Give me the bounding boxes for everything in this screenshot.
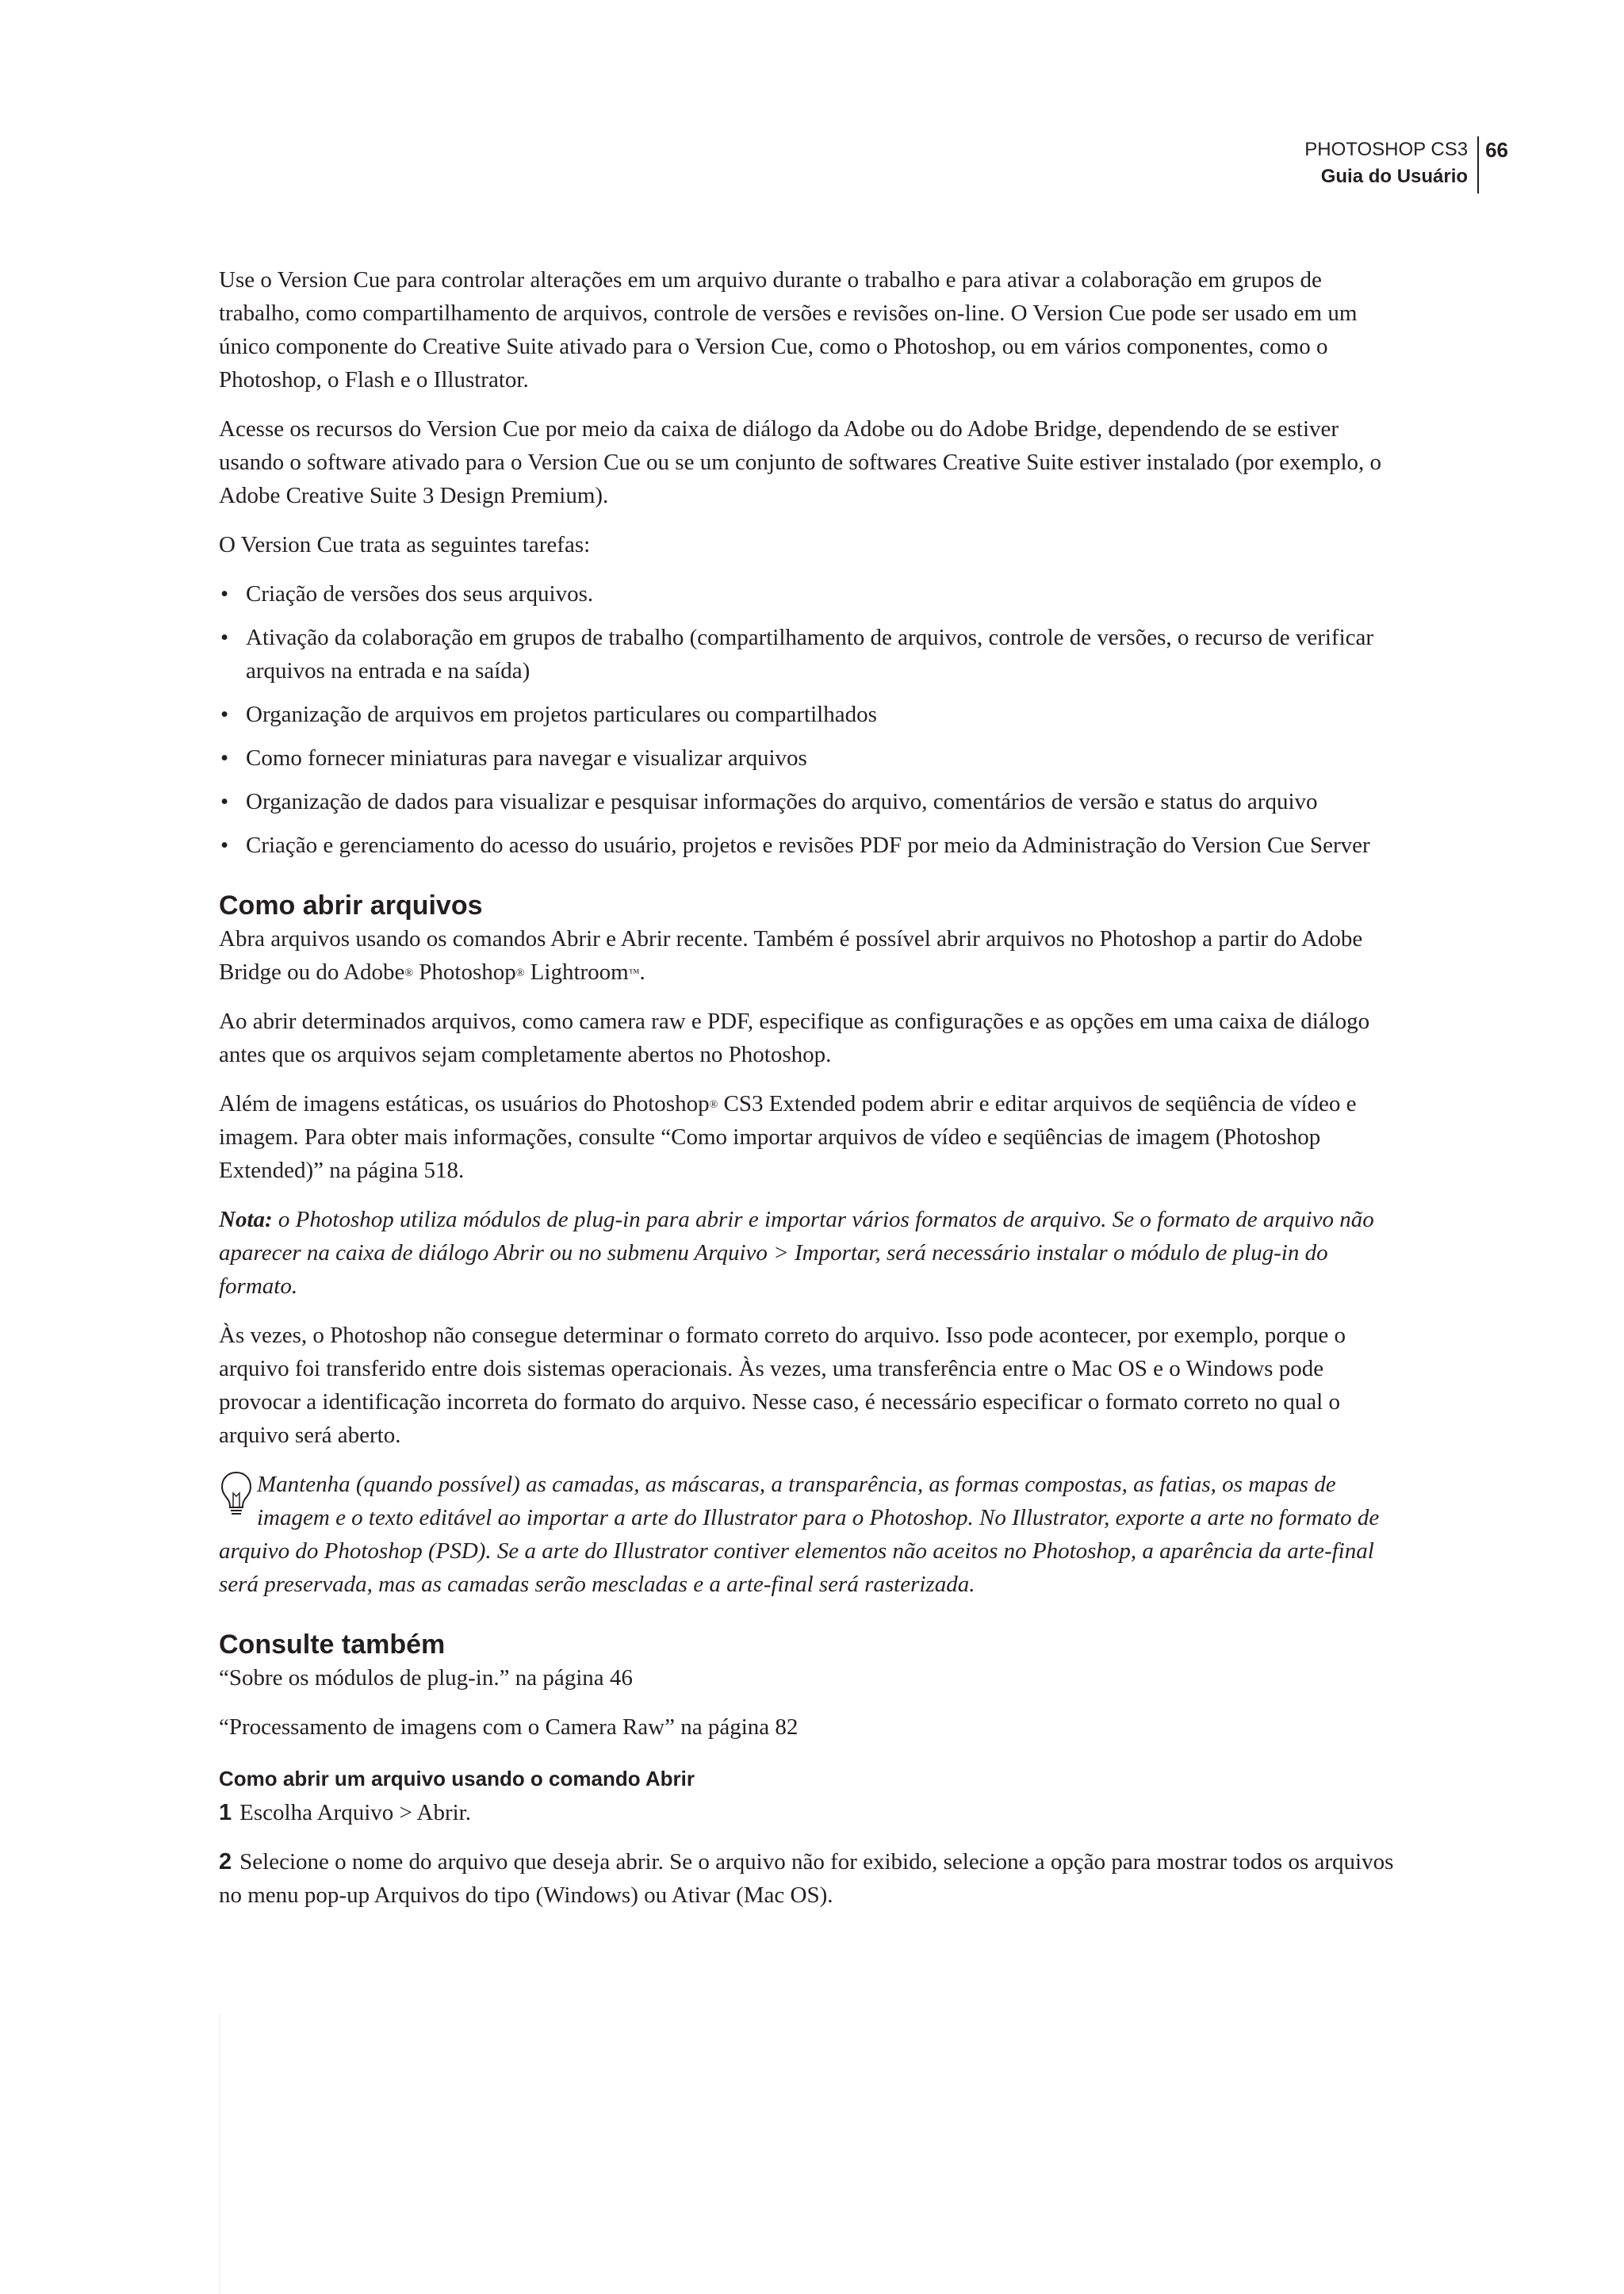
- step-text: Selecione o nome do arquivo que deseja abrir. Se o arquivo não for exibido, selecione a opção para mostrar todos os arquivos no menu pop-up Arquivos do tipo (Windows) ou Ativar (Mac OS).: [219, 1849, 1394, 1908]
- list-item: [219, 698, 1408, 731]
- intro-paragraph-1: Use o Version Cue para controlar alterações em um arquivo durante o trabalho e para ativar a colaboração em grupos de trabalho, como compartilhamento de arquivos, controle de versões e revisões on-line. O Version Cue pode ser usado em um único componente do Creative Suite ativado para o Version Cue, como o Photoshop, ou em vários componentes, como o Photoshop, o Flash e o Illustrator.: [219, 267, 1358, 393]
- bullet-icon: •: [220, 581, 229, 607]
- procedure-step: [219, 1845, 1408, 1912]
- procedure-heading: Como abrir um arquivo usando o comando Abrir: [219, 1767, 695, 1790]
- page-number: 66: [1485, 138, 1508, 162]
- tasks-list: [219, 577, 1408, 862]
- list-item: [219, 741, 1408, 775]
- open-p3-text-b: CS3 Extended podem abrir e editar arquivos de seqüência de vídeo e imagem. Para obter mais informações, consulte “Como importar arquivos de vídeo e seqüências de imagem (Photoshop Extended)” na página 518.: [219, 1091, 1357, 1183]
- bullet-icon: •: [220, 702, 229, 727]
- header-titles: [1304, 136, 1477, 190]
- list-item-text: Organização de dados para visualizar e pesquisar informações do arquivo, comentários de versão e status do arquivo: [246, 789, 1318, 814]
- section-heading-see-also: Consulte também: [219, 1630, 446, 1660]
- see-also-link-plugins[interactable]: “Sobre os módulos de plug-in.” na página 46: [219, 1665, 633, 1691]
- note-text: o Photoshop utiliza módulos de plug-in para abrir e importar vários formatos de arquivo. Se o formato de arquivo não aparecer na caixa de diálogo Abrir ou no submenu Arquivo > Importar, será necessário instalar o módulo de plug-in do formato.: [219, 1207, 1374, 1299]
- open-p1-text-c: Lightroom: [524, 959, 629, 985]
- lightbulb-icon: [219, 1469, 254, 1518]
- open-paragraph-1: [219, 922, 1408, 989]
- list-item-text: Ativação da colaboração em grupos de trabalho (compartilhamento de arquivos, controle de versões, o recurso de verificar arquivos na entrada e na saída): [246, 625, 1374, 684]
- step-number: 1: [219, 1800, 232, 1825]
- open-p1-text-a: Abra arquivos usando os comandos Abrir e Abrir recente. Também é possível abrir arquivos no Photoshop a partir do Adobe Bridge ou do Adobe: [219, 926, 1363, 985]
- bullet-icon: •: [220, 789, 229, 814]
- page-header: [1304, 136, 1508, 193]
- list-item: [219, 829, 1408, 862]
- tip-block: [219, 1468, 1408, 1601]
- registered-mark: ®: [404, 967, 414, 979]
- trademark-mark: ™: [628, 967, 640, 979]
- step-number: 2: [219, 1849, 232, 1875]
- registered-mark: ®: [709, 1099, 718, 1111]
- header-product: PHOTOSHOP CS3: [1304, 139, 1469, 160]
- list-item: [219, 785, 1408, 818]
- list-item-text: Criação de versões dos seus arquivos.: [246, 581, 594, 607]
- page-margin-shade: [219, 2014, 220, 2294]
- see-also-link-camera-raw[interactable]: “Processamento de imagens com o Camera Raw” na página 82: [219, 1714, 799, 1740]
- bullet-icon: •: [220, 833, 229, 858]
- page-content: [219, 263, 1408, 1928]
- list-item: [219, 621, 1408, 687]
- list-item-text: Como fornecer miniaturas para navegar e visualizar arquivos: [246, 745, 807, 771]
- note-paragraph: [219, 1203, 1408, 1303]
- note-label: Nota:: [219, 1207, 273, 1232]
- intro-paragraph-2: Acesse os recursos do Version Cue por meio da caixa de diálogo da Adobe ou do Adobe Bridge, dependendo de se estiver usando o software ativado para o Version Cue ou se um conjunto de softwares Creative Suite estiver instalado (por exemplo, o Adobe Creative Suite 3 Design Premium).: [219, 416, 1382, 508]
- step-text: Escolha Arquivo > Abrir.: [239, 1800, 471, 1825]
- registered-mark: ®: [515, 967, 525, 979]
- open-p3-text-a: Além de imagens estáticas, os usuários do Photoshop: [219, 1091, 710, 1116]
- open-paragraph-2: Ao abrir determinados arquivos, como camera raw e PDF, especifique as configurações e as opções em uma caixa de diálogo antes que os arquivos sejam completamente abertos no Photoshop.: [219, 1009, 1370, 1067]
- intro-paragraph-3: O Version Cue trata as seguintes tarefas:: [219, 532, 591, 557]
- bullet-icon: •: [220, 625, 229, 650]
- open-p1-text-b: Photoshop: [413, 959, 516, 985]
- open-p1-text-d: .: [639, 959, 645, 985]
- list-item: [219, 577, 1408, 611]
- list-item-text: Organização de arquivos em projetos particulares ou compartilhados: [246, 702, 877, 727]
- tip-text: Mantenha (quando possível) as camadas, as máscaras, a transparência, as formas compostas, as fatias, os mapas de imagem e o texto editável ao importar a arte do Illustrator para o Photoshop. No Illustrator, exporte a arte no formato de arquivo do Photoshop (PSD). Se a arte do Illustrator contiver elementos não aceitos no Photoshop, a aparência da arte-final será preservada, mas as camadas serão mescladas e a arte-final será rasterizada.: [219, 1472, 1380, 1597]
- section-heading-open-files: Como abrir arquivos: [219, 890, 483, 921]
- header-guide: Guia do Usuário: [1320, 166, 1469, 187]
- open-paragraph-4: Às vezes, o Photoshop não consegue determinar o formato correto do arquivo. Isso pode acontecer, por exemplo, porque o arquivo foi transferido entre dois sistemas operacionais. Às vezes, uma transferência entre o Mac OS e o Windows pode provocar a identificação incorreta do formato do arquivo. Nesse caso, é necessário especificar o formato correto no qual o arquivo será aberto.: [219, 1323, 1346, 1448]
- list-item-text: Criação e gerenciamento do acesso do usuário, projetos e revisões PDF por meio da Administração do Version Cue Server: [246, 833, 1370, 858]
- bullet-icon: •: [220, 745, 229, 771]
- procedure-step: [219, 1796, 1408, 1829]
- open-paragraph-3: [219, 1087, 1408, 1187]
